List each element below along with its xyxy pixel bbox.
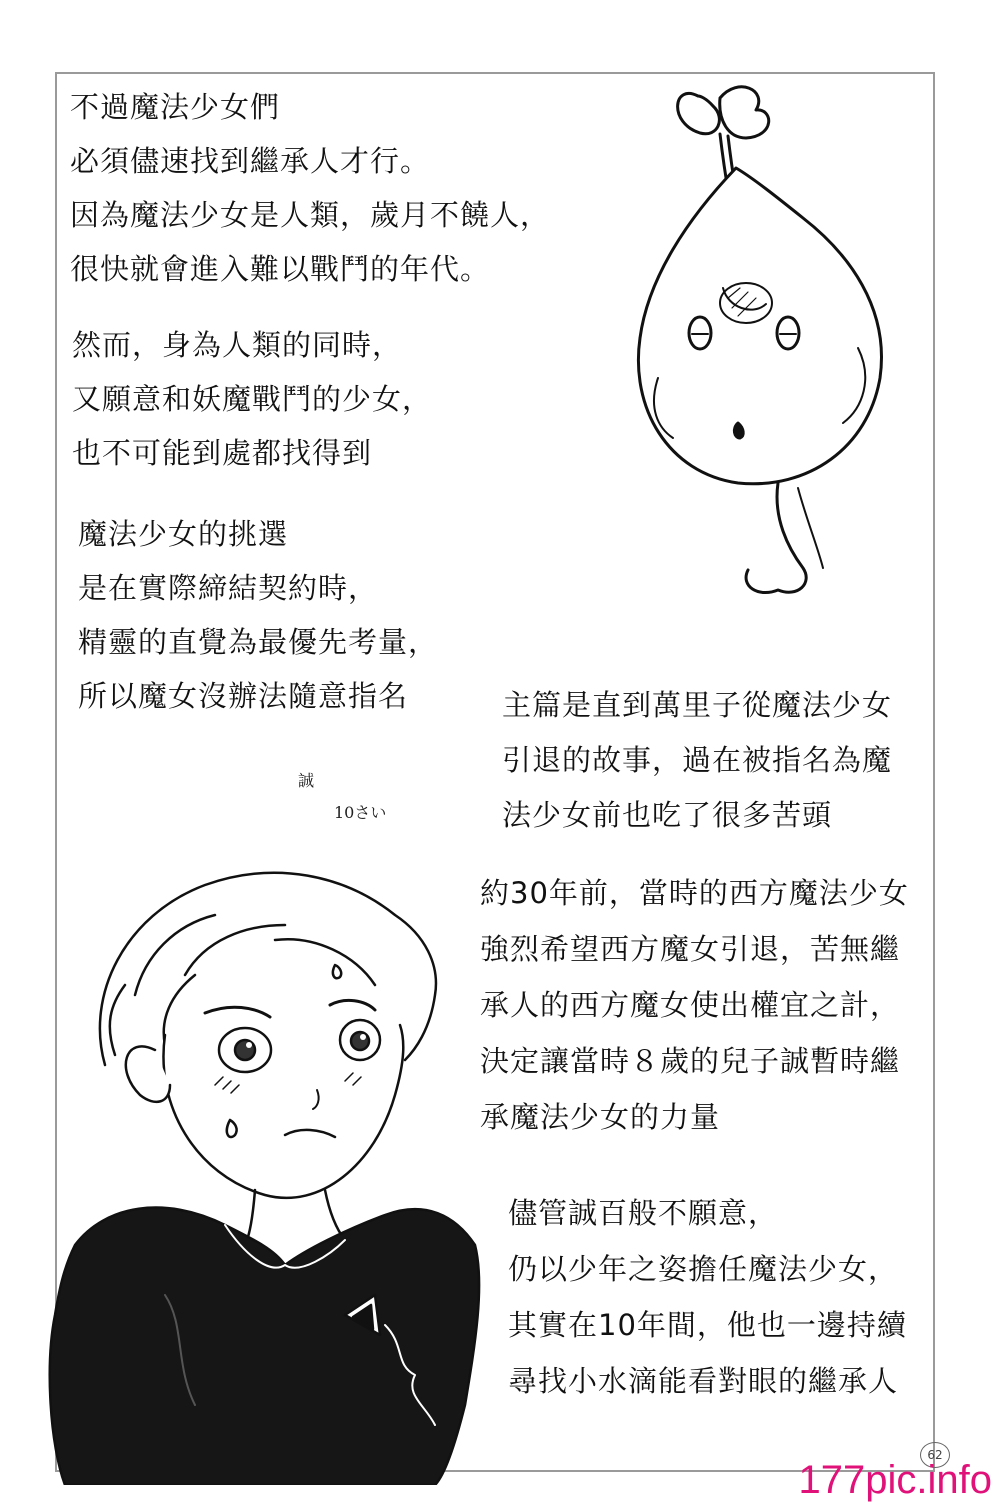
text-line: 強烈希望西方魔女引退，苦無繼 — [480, 932, 901, 966]
text-line: 約30年前，當時的西方魔法少女 — [480, 876, 909, 910]
text-line: 決定讓當時８歲的兒子誠暫時繼 — [480, 1044, 901, 1078]
water-drop-spirit-illustration — [628, 78, 890, 618]
text-line: 必須儘速找到繼承人才行。 — [70, 144, 431, 178]
text-line: 尋找小水滴能看對眼的繼承人 — [508, 1364, 899, 1398]
paragraph-makoto — [508, 1185, 907, 1409]
text-line: 因為魔法少女是人類，歲月不饒人， — [70, 198, 551, 232]
text-line: 很快就會進入難以戰鬥的年代。 — [70, 252, 491, 286]
paragraph-hard-to-find — [72, 318, 432, 480]
paragraph-selection — [78, 507, 438, 723]
text-line: 魔法少女的挑選 — [78, 517, 289, 551]
watermark: 177pic.info — [798, 1458, 992, 1502]
paragraph-successor-needed — [70, 80, 550, 296]
text-line: 承魔法少女的力量 — [480, 1100, 721, 1134]
signature-name: 誠 — [298, 771, 315, 790]
text-line: 承人的西方魔女使出權宜之計， — [480, 988, 901, 1022]
text-line: 是在實際締結契約時， — [78, 571, 379, 605]
text-line: 又願意和妖魔戰鬥的少女， — [72, 382, 433, 416]
paragraph-thirty-years-ago — [480, 865, 909, 1145]
text-line: 其實在10年間，他也一邊持續 — [508, 1308, 907, 1342]
text-line: 精靈的直覺為最優先考量， — [78, 625, 439, 659]
text-line: 所以魔女沒辦法隨意指名 — [78, 679, 409, 713]
text-line: 儘管誠百般不願意， — [508, 1196, 779, 1230]
text-line: 法少女前也吃了很多苦頭 — [502, 798, 833, 832]
page-number: 62 — [920, 1442, 950, 1468]
text-line: 然而，身為人類的同時， — [72, 328, 403, 362]
text-line: 主篇是直到萬里子從魔法少女 — [502, 688, 893, 722]
signature-note: 10さい — [334, 803, 387, 822]
text-line: 仍以少年之姿擔任魔法少女， — [508, 1252, 899, 1286]
paragraph-main-story — [502, 678, 892, 843]
makoto-boy-illustration — [45, 845, 515, 1485]
text-line: 也不可能到處都找得到 — [72, 436, 373, 470]
text-line: 引退的故事，過在被指名為魔 — [502, 743, 893, 777]
text-line: 不過魔法少女們 — [70, 90, 281, 124]
artist-signature — [290, 748, 410, 838]
